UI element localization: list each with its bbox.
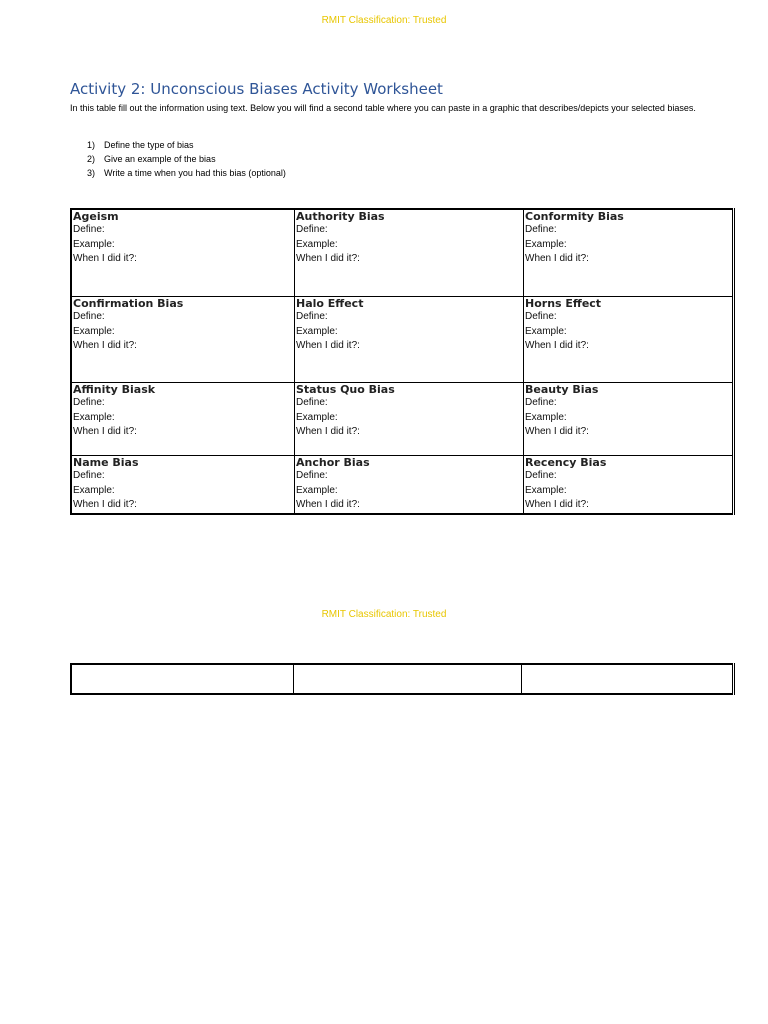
bias-cell[interactable] [295,456,524,515]
classification-header: RMIT Classification: Trusted [321,609,447,620]
when-label: When I did it?: [525,426,589,437]
bias-name: Recency Bias [525,456,607,469]
example-label: Example: [73,325,115,337]
define-label: Define: [525,397,557,408]
bias-cell[interactable] [71,297,295,383]
when-label: When I did it?: [73,426,137,437]
bias-cell[interactable] [524,456,734,515]
when-label: When I did it?: [296,499,360,510]
bias-name: Halo Effect [296,297,364,310]
example-label: Example: [73,484,115,496]
bias-name: Confirmation Bias [73,297,184,310]
when-label: When I did it?: [525,340,589,351]
example-label: Example: [296,238,338,250]
example-label: Example: [73,238,115,250]
define-label: Define: [73,311,105,322]
define-label: Define: [525,311,557,322]
when-label: When I did it?: [73,253,137,264]
when-label: When I did it?: [525,253,589,264]
bias-name: Status Quo Bias [296,383,395,396]
bias-name: Beauty Bias [525,383,599,396]
define-label: Define: [73,470,105,481]
intro-paragraph: In this table fill out the information using text. Below you will find a second table where you can paste in a graphic that describes/depicts your selected biases. [70,103,696,113]
when-label: When I did it?: [73,340,137,351]
example-label: Example: [296,325,338,337]
define-label: Define: [73,397,105,408]
when-label: When I did it?: [73,499,137,510]
graphic-cell[interactable] [294,664,522,694]
table-row [71,209,734,297]
table-row [71,297,734,383]
bias-name: Affinity Biask [73,383,156,396]
define-label: Define: [525,470,557,481]
bias-cell[interactable] [71,209,295,297]
graphic-cell[interactable] [522,664,734,694]
when-label: When I did it?: [296,426,360,437]
bias-cell[interactable] [295,209,524,297]
bias-cell[interactable] [524,383,734,456]
graphic-cell[interactable] [71,664,294,694]
bias-name: Conformity Bias [525,210,624,223]
instruction-item: 3) Write a time when you had this bias (optional) [87,168,286,178]
define-label: Define: [296,470,328,481]
define-label: Define: [525,224,557,235]
example-label: Example: [525,411,567,423]
example-label: Example: [296,411,338,423]
instruction-item: 2) Give an example of the bias [87,154,216,164]
define-label: Define: [296,311,328,322]
table-row [71,664,734,694]
example-label: Example: [73,411,115,423]
example-label: Example: [525,325,567,337]
bias-worksheet-table [70,208,735,515]
define-label: Define: [296,397,328,408]
example-label: Example: [525,484,567,496]
bias-name: Anchor Bias [296,456,370,469]
bias-name: Ageism [73,210,119,223]
bias-name: Name Bias [73,456,139,469]
bias-cell[interactable] [524,209,734,297]
bias-cell[interactable] [71,383,295,456]
example-label: Example: [296,484,338,496]
table-row [71,456,734,515]
bias-name: Horns Effect [525,297,602,310]
when-label: When I did it?: [296,340,360,351]
example-label: Example: [525,238,567,250]
instructions-list [87,138,286,180]
when-label: When I did it?: [296,253,360,264]
page-title: Activity 2: Unconscious Biases Activity Worksheet [70,80,443,98]
when-label: When I did it?: [525,499,589,510]
define-label: Define: [296,224,328,235]
bias-cell[interactable] [295,297,524,383]
bias-cell[interactable] [295,383,524,456]
graphic-paste-table [70,663,735,695]
define-label: Define: [73,224,105,235]
bias-cell[interactable] [71,456,295,515]
table-row [71,383,734,456]
bias-cell[interactable] [524,297,734,383]
classification-header: RMIT Classification: Trusted [321,15,447,26]
bias-name: Authority Bias [296,210,385,223]
instruction-item: 1) Define the type of bias [87,140,194,150]
